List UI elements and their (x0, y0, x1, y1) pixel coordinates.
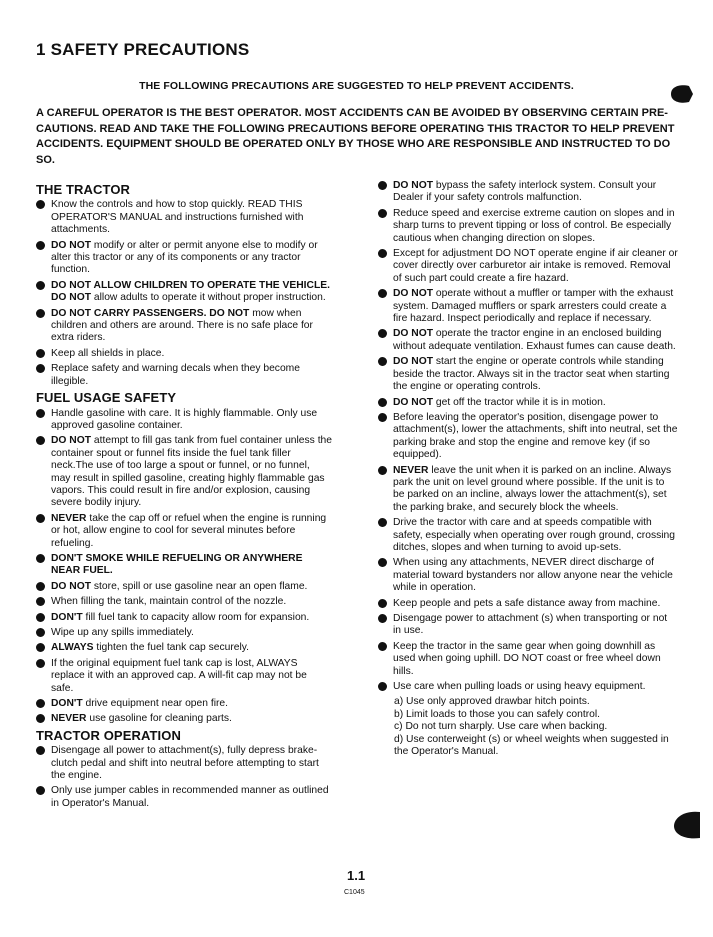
bullet-item (36, 596, 332, 608)
bullet-text: bypass the safety interlock system. Consult your Dealer if your safety controls malfunction. (393, 180, 657, 204)
bullet-text: Handle gasoline with care. It is highly flammable. Only use approved gasoline container. (51, 407, 318, 431)
bullet-item (378, 328, 678, 353)
bullet-item (378, 288, 678, 325)
bullet-item (36, 627, 332, 639)
bullet-item (36, 713, 332, 725)
bullet-text: use gasoline for cleaning parts. (86, 713, 232, 725)
bullet-item (36, 513, 332, 550)
bullet-icon (378, 518, 387, 527)
bullet-emphasis: DO NOT (393, 288, 434, 300)
bullet-icon (36, 659, 45, 668)
bullet-item (36, 280, 332, 305)
bullet-item (378, 397, 678, 409)
bullet-text: Disengage all power to attachment(s), fully depress brake-clutch pedal and shift into neutral before attempting to start the engine. (51, 745, 319, 782)
bullet-icon (378, 466, 387, 475)
bullet-text: Keep all shields in place. (51, 347, 165, 359)
bullet-item (378, 356, 678, 393)
bullet-icon (378, 558, 387, 567)
bullet-item (378, 517, 678, 554)
bullet-emphasis: ALWAYS (51, 642, 94, 654)
bullet-icon (36, 349, 45, 358)
bullet-icon (36, 281, 45, 290)
bullet-icon (36, 200, 45, 209)
bullet-icon (36, 554, 45, 563)
bullet-icon (36, 613, 45, 622)
bullet-icon (378, 181, 387, 190)
bullet-text: operate without a muffler or tamper with the exhaust system. Damaged mufflers or spark arresters could create a fire hazard. Inspect periodically and replace if necessary. (393, 288, 674, 325)
bullet-emphasis: DON'T SMOKE WHILE REFUELING OR ANYWHERE NEAR FUEL. (51, 552, 303, 577)
sub-list-item: c) Do not turn sharply. Use care when backing. (394, 721, 608, 733)
bullet-text: attempt to fill gas tank from fuel container unless the container spout or funnel fits inside the fuel tank filler neck.The use of too large a spout or funnel, or no funnel, may result in spilled gasoline, creating highly flammable gas vapors. This could result in fire and/or explosion, causing severe bodily injury. (51, 435, 333, 509)
bullet-icon (36, 699, 45, 708)
bullet-icon (378, 329, 387, 338)
bullet-icon (378, 413, 387, 422)
bullet-emphasis: NEVER (51, 713, 87, 725)
thumb-tab-mark-top (667, 83, 695, 105)
bullet-icon (36, 436, 45, 445)
bullet-text: When filling the tank, maintain control of the nozzle. (51, 596, 287, 608)
bullet-icon (36, 786, 45, 795)
bullet-item (378, 641, 678, 678)
section-heading-tractor: THE TRACTOR (36, 182, 131, 197)
bullet-text: Keep the tractor in the same gear when going downhill as used when going uphill. DO NOT coast or free wheel down hills. (393, 640, 661, 677)
bullet-text: When using any attachments, NEVER direct discharge of material toward bystanders nor allow anyone near the vehicle while in operation. (393, 557, 673, 594)
bullet-icon (378, 398, 387, 407)
bullet-emphasis: DO NOT (393, 396, 434, 408)
bullet-item (378, 613, 678, 638)
bullet-icon (378, 599, 387, 608)
bullet-text: operate the tractor engine in an enclosed building without adequate ventilation. Exhaust fumes can cause death. (393, 328, 676, 352)
bullet-item (36, 435, 332, 509)
bullet-icon (36, 643, 45, 652)
bullet-item (36, 408, 332, 433)
bullet-text: Know the controls and how to stop quickly. READ THIS OPERATOR'S MANUAL and instructions furnished with attachments. (51, 199, 304, 236)
bullet-text: mow when children and others are around. There is no safe place for extra riders. (51, 307, 313, 344)
bullet-item (36, 308, 332, 345)
bullet-text: Drive the tractor with care and at speeds compatible with safety, especially when operating over rough ground, crossing ditches, slopes and when turning to avoid up-sets. (393, 517, 675, 553)
bullet-item (36, 348, 332, 360)
bullet-text: drive equipment near open fire. (82, 698, 229, 710)
page-subtitle: THE FOLLOWING PRECAUTIONS ARE SUGGESTED TO HELP PREVENT ACCIDENTS. (139, 80, 574, 92)
bullet-text: take the cap off or refuel when the engine is running or hot, allow engine to cool for several minutes before refueling. (51, 512, 327, 549)
bullet-icon (36, 746, 45, 755)
section-heading-fuel: FUEL USAGE SAFETY (36, 390, 177, 406)
bullet-emphasis: DO NOT ALLOW CHILDREN TO OPERATE THE VEHICLE. DO NOT (51, 279, 330, 304)
bullet-emphasis: NEVER (393, 464, 429, 476)
bullet-item (36, 363, 332, 388)
bullet-emphasis: DO NOT (51, 435, 92, 447)
bullet-item (378, 248, 678, 285)
bullet-emphasis: DON'T (51, 611, 83, 623)
bullet-text: Except for adjustment DO NOT operate engine if air cleaner or cover directly over carburetor air intake is removed. Removal of such part could create a fire hazard. (393, 248, 678, 284)
bullet-item (378, 208, 678, 245)
bullet-icon (36, 409, 45, 418)
sub-list-item: d) Use conterweight (s) or wheel weights when suggested in the Operator's Manual. (394, 733, 669, 758)
bullet-text: Replace safety and warning decals when they become illegible. (51, 363, 300, 387)
bullet-icon (36, 628, 45, 637)
bullet-icon (378, 357, 387, 366)
bullet-text: get off the tractor while it is in motion. (433, 396, 606, 408)
bullet-emphasis: DO NOT (393, 356, 434, 368)
right-column (378, 180, 678, 758)
bullet-item (36, 199, 332, 236)
sub-list-item: b) Limit loads to those you can safely control. (394, 708, 601, 720)
bullet-emphasis: DO NOT (51, 580, 92, 592)
left-column (36, 180, 332, 813)
bullet-emphasis: NEVER (51, 512, 87, 524)
bullet-text: start the engine or operate controls while standing beside the tractor. Always sit in the tractor seat when starting the engine or operating controls. (393, 356, 670, 393)
bullet-item (378, 557, 678, 594)
bullet-text: Disengage power to attachment (s) when transporting or not in use. (393, 613, 668, 637)
bullet-emphasis: DO NOT (51, 239, 92, 251)
bullet-item (36, 240, 332, 277)
bullet-item (36, 553, 332, 578)
page-title: 1 SAFETY PRECAUTIONS (36, 40, 250, 59)
bullet-text: Wipe up any spills immediately. (51, 627, 194, 638)
intro-paragraph: A CAREFUL OPERATOR IS THE BEST OPERATOR. MOST ACCIDENTS CAN BE AVOIDED BY OBSERVING CERTAIN PRE-CAUTIONS. READ AND TAKE THE FOLLOWING PRECAUTIONS BEFORE OPERATING THIS TRACTOR TO HELP PREVENT ACCIDENTS. EQUIPMENT SHOULD BE OPERATED ONLY BY THOSE WHO ARE RESPONSIBLE AND INSTRUCTED TO DO SO. (36, 107, 675, 166)
bullet-text: Use care when pulling loads or using heavy equipment. (393, 681, 646, 693)
bullet-item (378, 180, 678, 205)
bullet-text: tighten the fuel tank cap securely. (93, 642, 250, 654)
bullet-item (36, 658, 332, 695)
thumb-tab-mark-bottom (670, 808, 704, 842)
bullet-text: Only use jumper cables in recommended manner as outlined in Operator's Manual. (51, 785, 329, 809)
page-number: 1.1 (347, 868, 366, 883)
bullet-item (36, 581, 332, 593)
bullet-emphasis: DO NOT (393, 328, 434, 340)
section-heading-operation: TRACTOR OPERATION (36, 727, 181, 743)
bullet-item (378, 681, 678, 693)
bullet-item (36, 612, 332, 624)
bullet-item (378, 598, 678, 610)
bullet-icon (378, 209, 387, 218)
bullet-text: If the original equipment fuel tank cap is lost, ALWAYS replace it with an approved cap. A will-fit cap may not be safe. (51, 657, 307, 694)
bullet-text: Keep people and pets a safe distance away from machine. (393, 597, 661, 609)
bullet-icon (378, 642, 387, 651)
bullet-text: modify or alter or permit anyone else to modify or alter this tractor or any of its components or any tractor function. (51, 239, 318, 276)
bullet-icon (36, 364, 45, 373)
bullet-text: fill fuel tank to capacity allow room for expansion. (82, 611, 310, 623)
bullet-icon (378, 249, 387, 258)
bullet-item (378, 465, 678, 515)
page-code: C1045 (344, 889, 365, 896)
bullet-item (36, 745, 332, 782)
bullet-text: allow adults to operate it without proper instruction. (91, 292, 326, 304)
bullet-icon (378, 289, 387, 298)
bullet-icon (36, 514, 45, 523)
bullet-item (36, 698, 332, 710)
bullet-icon (36, 597, 45, 606)
bullet-emphasis: DON'T (51, 698, 83, 710)
bullet-icon (36, 582, 45, 591)
bullet-item (36, 642, 332, 654)
bullet-icon (36, 309, 45, 318)
bullet-icon (36, 241, 45, 250)
bullet-item (378, 412, 678, 462)
bullet-text: Before leaving the operator's position, disengage power to attachment(s), lower the attachments, shift into neutral, set the parking brake and stop the engine and remove key (if so equipped). (393, 411, 678, 461)
bullet-icon (36, 714, 45, 723)
sub-list-item: a) Use only approved drawbar hitch points. (394, 696, 590, 708)
bullet-icon (378, 682, 387, 691)
bullet-emphasis: DO NOT (393, 180, 434, 191)
bullet-emphasis: DO NOT CARRY PASSENGERS. DO NOT (51, 307, 250, 319)
bullet-text: leave the unit when it is parked on an incline. Always park the unit on level ground where possible. If the unit is to be parked on an incline, always lower the attachment(s), set the parking brake, and securely block the wheels. (393, 464, 672, 513)
bullet-icon (378, 614, 387, 623)
bullet-text: store, spill or use gasoline near an open flame. (91, 580, 308, 592)
bullet-item (36, 785, 332, 810)
bullet-text: Reduce speed and exercise extreme caution on slopes and in sharp turns to prevent tipping or loss of control. Be especially cautious when changing direction on slopes. (393, 207, 675, 244)
